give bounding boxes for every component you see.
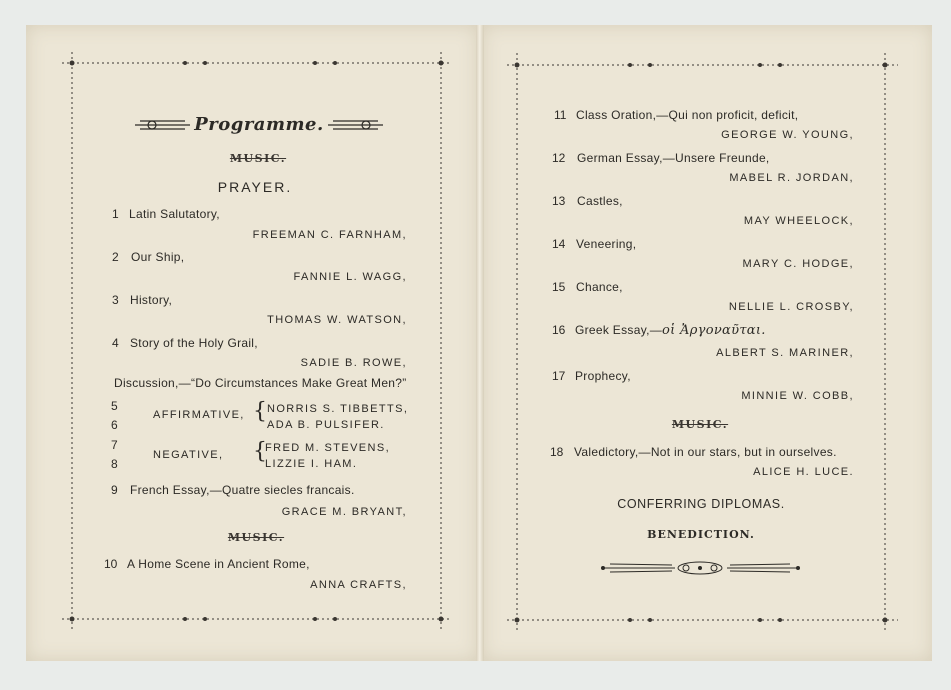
performer-name: NELLIE L. CROSBY, [728, 301, 854, 313]
greek-title: οἱ Ἀργοναῦται. [662, 323, 766, 338]
item-number: 11 [554, 108, 567, 122]
item-number: 2 [112, 250, 119, 264]
item-number: 1 [112, 207, 119, 221]
item-title: Valedictory,—Not in our stars, but in ourselves. [574, 445, 837, 459]
music-interlude-1: MUSIC. [229, 152, 287, 165]
item-title: Latin Salutatory, [129, 207, 220, 221]
music-interlude-2: MUSIC. [227, 531, 285, 544]
performer-name: ANNA CRAFTS, [310, 579, 407, 591]
brace-icon: { [253, 439, 267, 464]
performer-name: GEORGE W. YOUNG, [721, 129, 854, 141]
performer-name: MABEL R. JORDAN, [729, 172, 854, 184]
affirmative-label: AFFIRMATIVE, [153, 409, 245, 421]
performer-name: MINNIE W. COBB, [741, 390, 854, 402]
item-number: 9 [111, 483, 118, 497]
negative-label: NEGATIVE, [153, 449, 224, 461]
performer-name: MARY C. HODGE, [742, 258, 854, 270]
item-title: French Essay,—Quatre siecles francais. [130, 483, 355, 497]
item-title: Castles, [577, 194, 623, 208]
item-title-text: Greek Essay,— [575, 323, 663, 337]
performer-name: FANNIE L. WAGG, [293, 271, 407, 283]
item-number: 10 [104, 557, 118, 571]
item-number: 18 [550, 445, 564, 459]
performer-name: THOMAS W. WATSON, [267, 314, 407, 326]
item-title: A Home Scene in Ancient Rome, [127, 557, 310, 571]
item-title: Our Ship, [131, 250, 185, 264]
performer-name: FRED M. STEVENS, [265, 442, 391, 454]
prayer-heading: PRAYER. [217, 179, 293, 195]
item-number: 14 [552, 237, 566, 251]
item-number: 6 [111, 418, 118, 432]
item-title: Prophecy, [575, 369, 631, 383]
item-number: 17 [552, 369, 566, 383]
item-number: 5 [111, 399, 118, 413]
performer-name: MAY WHEELOCK, [743, 215, 854, 227]
discussion-title: Discussion,—“Do Circumstances Make Great Men?” [114, 376, 407, 390]
item-number: 4 [112, 336, 119, 350]
item-number: 13 [552, 194, 566, 208]
item-number: 12 [552, 151, 566, 165]
performer-name: ADA B. PULSIFER. [267, 419, 385, 431]
item-title: Class Oration,—Qui non proficit, deficit, [576, 108, 799, 122]
item-title: Story of the Holy Grail, [130, 336, 258, 350]
performer-name: LIZZIE I. HAM. [265, 458, 358, 470]
item-title: German Essay,—Unsere Freunde, [577, 151, 770, 165]
benediction: BENEDICTION. [647, 528, 755, 541]
item-title: Chance, [576, 280, 623, 294]
item-number: 3 [112, 293, 119, 307]
performer-name: SADIE B. ROWE, [300, 357, 407, 369]
performer-name: ALBERT S. MARINER, [716, 347, 854, 359]
item-number: 15 [552, 280, 566, 294]
performer-name: ALICE H. LUCE. [753, 466, 854, 478]
performer-name: NORRIS S. TIBBETTS, [267, 403, 409, 415]
item-number: 7 [111, 438, 118, 452]
programme-title: Programme. [194, 114, 324, 135]
performer-name: GRACE M. BRYANT, [281, 506, 407, 518]
music-interlude-3: MUSIC. [671, 418, 729, 431]
item-number: 8 [111, 457, 118, 471]
item-title: Veneering, [576, 237, 637, 251]
item-title: History, [130, 293, 173, 307]
brace-icon: { [253, 399, 267, 424]
performer-name: FREEMAN C. FARNHAM, [252, 229, 407, 241]
conferring-diplomas: CONFERRING DIPLOMAS. [617, 497, 785, 511]
item-number: 16 [552, 323, 566, 337]
